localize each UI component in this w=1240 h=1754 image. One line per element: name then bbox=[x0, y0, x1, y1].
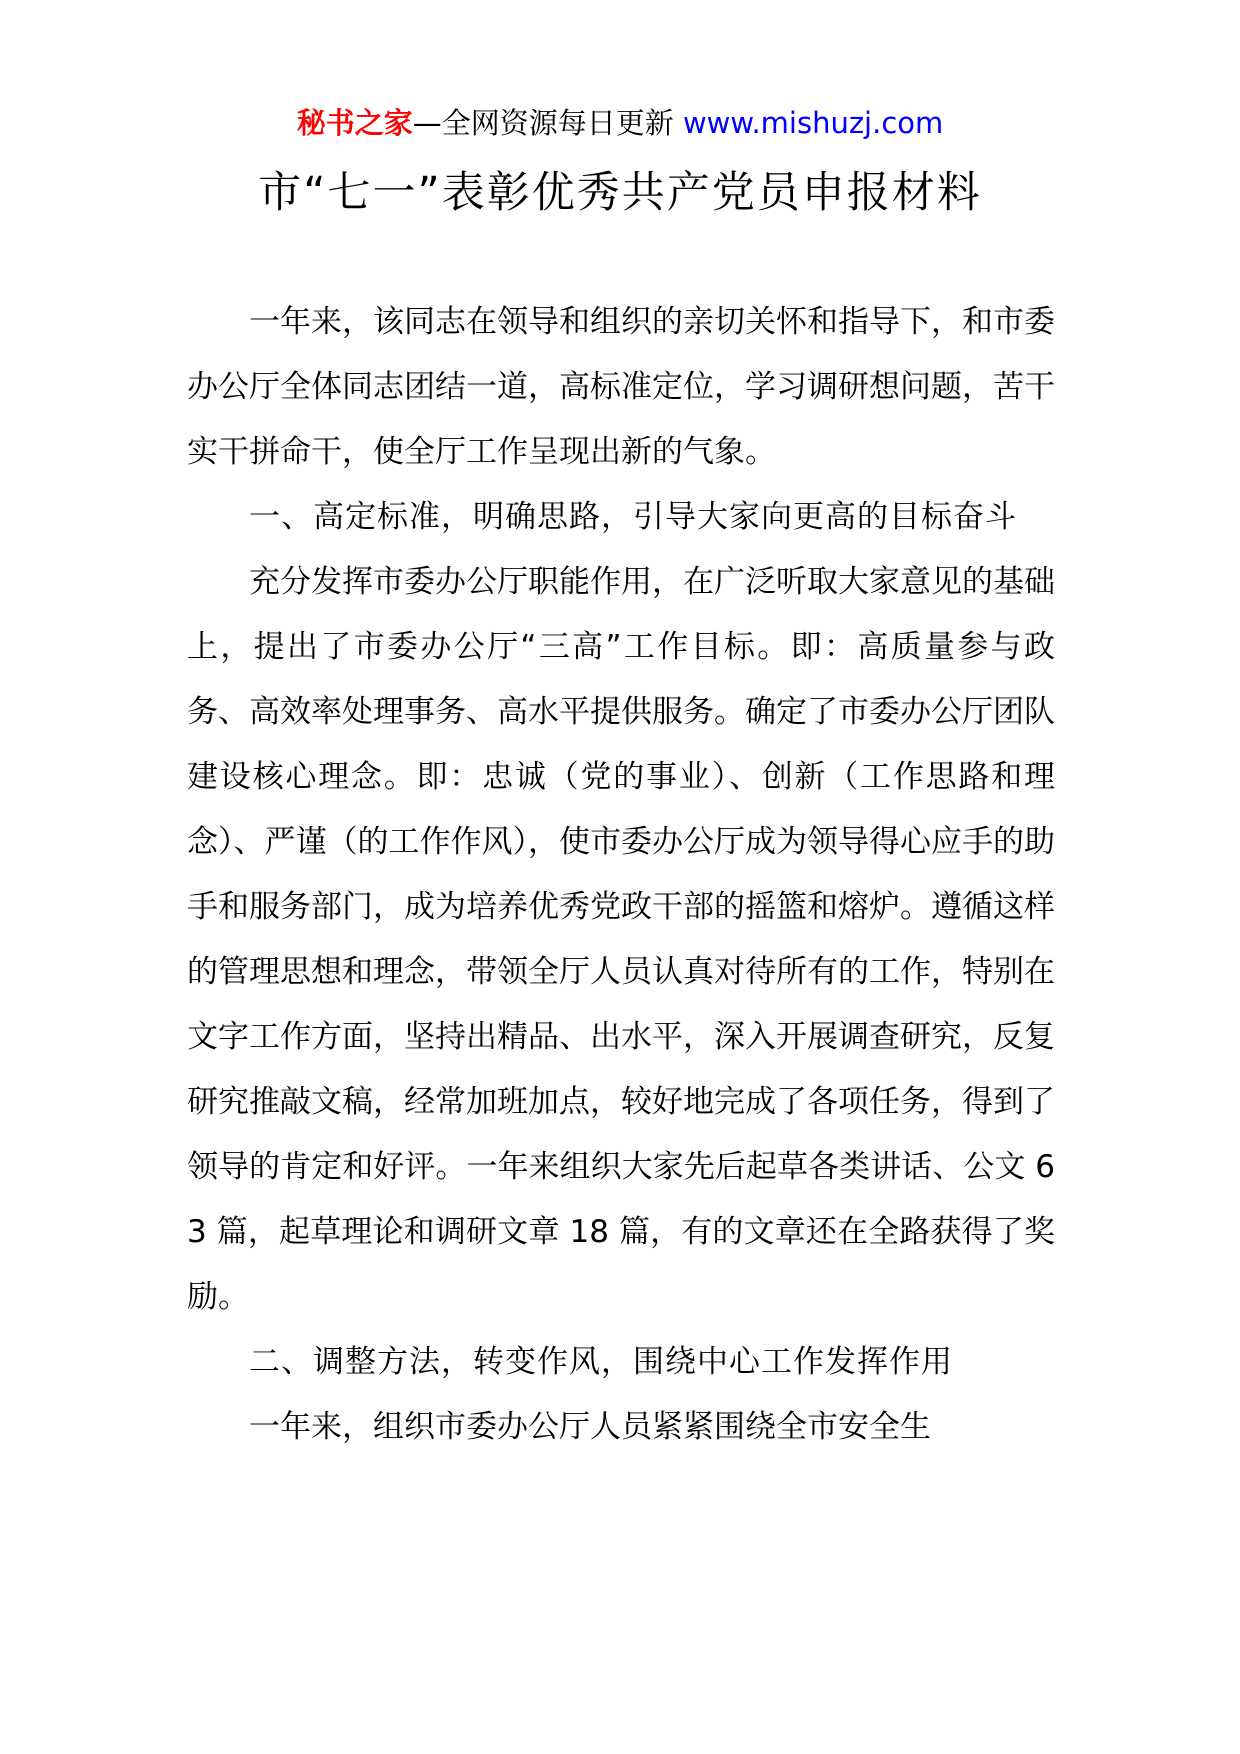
section-2-paragraph: 一年来，组织市委办公厅人员紧紧围绕全市安全生 bbox=[249, 1409, 931, 1445]
section-1-paragraph: 充分发挥市委办公厅职能作用，在广泛听取大家意见的基础上，提出了市委办公厅“三高”工作目标。即：高质量参与政务、高效率处理事务、高水平提供服务。确定了市委办公厅团队建设核心理念。即：忠诚（党的事业）、创新（工作思路和理念）、严谨（的工作作风），使市委办公厅成为领导得心应手的助手和服务部门，成为培养优秀党政干部的摇篮和熔炉。遵循这样的管理思想和理念，带领全厅人员认真对待所有的工作，特别在文字工作方面，坚持出精品、出水平，深入开展调查研究，反复研究推敲文稿，经常加班加点，较好地完成了各项任务，得到了领导的肯定和好评。一年来组织大家先后起草各类讲话、公文 63 篇，起草理论和调研文章 18 篇，有的文章还在全路获得了奖励。 bbox=[187, 564, 1055, 1315]
document-body bbox=[187, 290, 1055, 1460]
header-tagline: —全网资源每日更新 bbox=[412, 106, 674, 140]
site-url-link[interactable]: www.mishuzj.com bbox=[682, 106, 944, 140]
document-title: 市“七一”表彰优秀共产党员申报材料 bbox=[258, 168, 982, 218]
brand-name: 秘书之家 bbox=[296, 106, 413, 140]
intro-paragraph: 一年来，该同志在领导和组织的亲切关怀和指导下，和市委办公厅全体同志团结一道，高标准定位，学习调研想问题，苦干实干拼命干，使全厅工作呈现出新的气象。 bbox=[187, 304, 1055, 470]
section-heading-1: 一、高定标准，明确思路，引导大家向更高的目标奋斗 bbox=[249, 499, 1017, 535]
site-header bbox=[0, 103, 1240, 143]
section-heading-2: 二、调整方法，转变作风，围绕中心工作发挥作用 bbox=[249, 1344, 953, 1380]
